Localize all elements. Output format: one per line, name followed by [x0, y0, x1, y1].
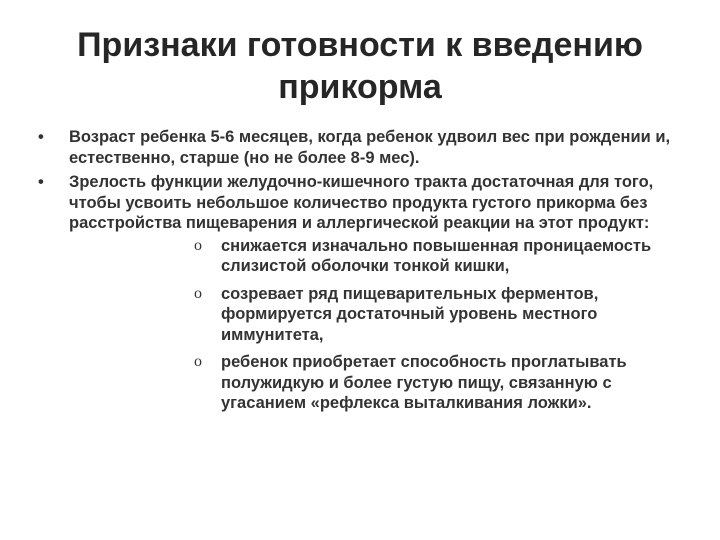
sub-bullet-item	[69, 284, 696, 346]
sub-bullet-item	[69, 236, 696, 277]
sub-bullet-text-swallowing: ребенок приобретает способность проглатывать полужидкую и более густую пищу, связанную с угасанием «рефлекса выталкивания ложки».	[221, 353, 627, 412]
sub-bullet-list	[69, 236, 696, 414]
slide-title	[40, 24, 680, 108]
circle-bullet-icon: o	[194, 236, 202, 254]
bullet-item-age	[36, 127, 696, 168]
sub-bullet-item	[69, 352, 696, 414]
bullet-dot-icon: •	[38, 173, 44, 191]
bullet-item-digestive-maturity	[36, 172, 696, 414]
bullet-list	[36, 127, 696, 421]
sub-bullet-text-permeability: снижается изначально повышенная проницаемость слизистой оболочки тонкой кишки,	[221, 236, 652, 275]
bullet-text-age: Возраст ребенка 5-6 месяцев, когда ребенок удвоил вес при рождении и, естественно, старше (но не более 8-9 мес).	[69, 128, 671, 167]
sub-bullet-text-enzymes: созревает ряд пищеварительных ферментов, формируется достаточный уровень местного иммунитета,	[221, 284, 599, 344]
bullet-text-digestive-maturity: Зрелость функции желудочно-кишечного тракта достаточная для того, чтобы усвоить небольшое количество продукта густого прикорма без расстройства пищеварения и аллергической реакции на этот продукт:	[69, 173, 654, 232]
slide-title-line-1: Признаки готовности к введению	[77, 26, 643, 64]
circle-bullet-icon: o	[194, 284, 202, 302]
circle-bullet-icon: o	[194, 353, 202, 370]
bullet-dot-icon: •	[38, 128, 44, 146]
slide-title-line-2: прикорма	[278, 68, 442, 106]
